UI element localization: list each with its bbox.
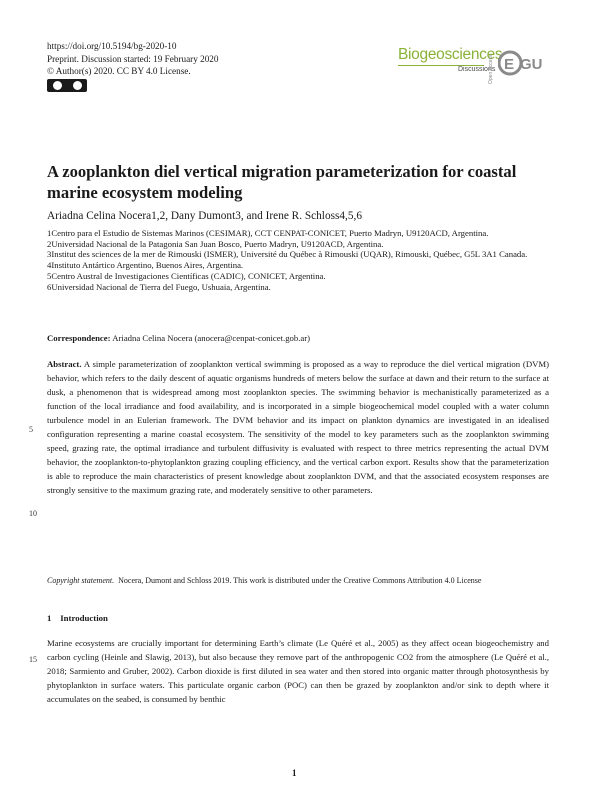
abstract (47, 357, 549, 497)
author-list: Ariadna Celina Nocera1,2, Dany Dumont3, and Irene R. Schloss4,5,6 (47, 210, 362, 222)
correspondence-label: Correspondence: (47, 333, 111, 343)
svg-text:GU: GU (520, 56, 543, 73)
preprint-date: Preprint. Discussion started: 19 February 2020 (47, 53, 219, 64)
section-number: 1 (47, 613, 52, 623)
cc-by-badge-icon[interactable] (47, 79, 87, 92)
line-number: 15 (29, 655, 37, 664)
journal-logo (398, 42, 554, 88)
affiliation-item: 1Centro para el Estudio de Sistemas Marinos (CESIMAR), CCT CENPAT-CONICET, Puerto Madryn, U9120ACD, Argentina. (47, 228, 489, 238)
introduction-text: Marine ecosystems are crucially important for determining Earth’s climate (Le Quéré et al., 2005) as they affect ocean biogeochemistry and carbon cycling (Heinle and Slawig, 2013), but also because they remove part of the anthropogenic CO2 from the atmosphere (Le Quéré et al., 2018; Sarmiento and Gruber, 2002). Carbon dioxide is first diluted in sea water and then stored into organic matter through photosynthesis by phytoplankton in surface waters. This particulate organic carbon (POC) can then be grazed by zooplankton and/or sink to depth where it accumulates on the seabed, is consumed by benthic (47, 638, 549, 704)
abstract-text: A simple parameterization of zooplankton vertical swimming is proposed as a way to reproduce the diel vertical migration (DVM) behavior, which refers to the daily descent of aquatic organisms hundreds of meters below the surface at dawn and their return to the surface at dusk, a phenomenon that is widespread among most zooplankton species. The swimming behavior is mechanistically parameterized as a function of the local irradiance and food availability, and is incorporated in a simple biogeochemical model coupled with a water column turbulence model in an Eulerian framework. The DVM behavior and its impact on plankton dynamics are investigated in an idealised configuration representing a marine coastal ecosystem. The sensitivity of the model to key parameters such as the zooplankton swimming speed, grazing rate, the optimal irradiance and turbulent diffusivity is evaluated with respect to three metrics representing the actual DVM behavior, the zooplankton-to-phytoplankton grazing coupling efficiency, and the vertical carbon export. Results show that the parameterization is able to reproduce the main characteristics of present knowledge about zooplankton DVM, and that the associated ecosystem responses are strongly sensitive to the maximum grazing rate, and moderately sensitive to other parameters. (47, 359, 549, 495)
line-number: 5 (29, 425, 33, 434)
section-title: Introduction (60, 613, 108, 623)
affiliation-item: 4Instituto Antártico Argentino, Buenos Aires, Argentina. (47, 260, 244, 271)
copyright-statement (47, 576, 481, 585)
affiliation-item: 6Universidad Nacional de Tierra del Fuego, Ushuaia, Argentina. (47, 281, 271, 292)
license-statement: © Author(s) 2020. CC BY 4.0 License. (47, 66, 191, 76)
line-number: 10 (29, 509, 37, 518)
correspondence-contact[interactable]: Ariadna Celina Nocera (anocera@cenpat-conicet.gob.ar) (112, 333, 311, 343)
page-number: 1 (292, 768, 297, 778)
abstract-label: Abstract. (47, 359, 82, 369)
article-metadata (47, 40, 218, 78)
affiliation-list (47, 228, 547, 292)
journal-name: Biogeosciences (398, 46, 503, 63)
journal-subtitle: Discussions (458, 66, 496, 73)
copyright-text: Nocera, Dumont and Schloss 2019. This work is distributed under the Creative Commons Attribution 4.0 License (118, 576, 482, 585)
affiliation-item: 3Institut des sciences de la mer de Rimouski (ISMER), Université du Québec à Rimouski (UQAR), Rimouski, Québec, G5L 3A1 Canada. (47, 249, 528, 260)
open-access-label: Open Access (488, 54, 494, 84)
affiliation-item: 5Centro Austral de Investigaciones Científicas (CADIC), CONICET, Argentina. (47, 270, 326, 281)
paper-title: A zooplankton diel vertical migration parameterization for coastal marine ecosystem modeling (47, 162, 517, 202)
affiliation-item: 2Universidad Nacional de la Patagonia San Juan Bosco, Puerto Madryn, U9120ACD, Argentina. (47, 238, 384, 249)
correspondence (47, 333, 310, 343)
section-heading (47, 613, 108, 623)
doi-link[interactable]: https://doi.org/10.5194/bg-2020-10 (47, 41, 177, 51)
egu-logo-icon (498, 42, 550, 84)
svg-text:E: E (504, 56, 515, 73)
copyright-label: Copyright statement. (47, 576, 115, 585)
